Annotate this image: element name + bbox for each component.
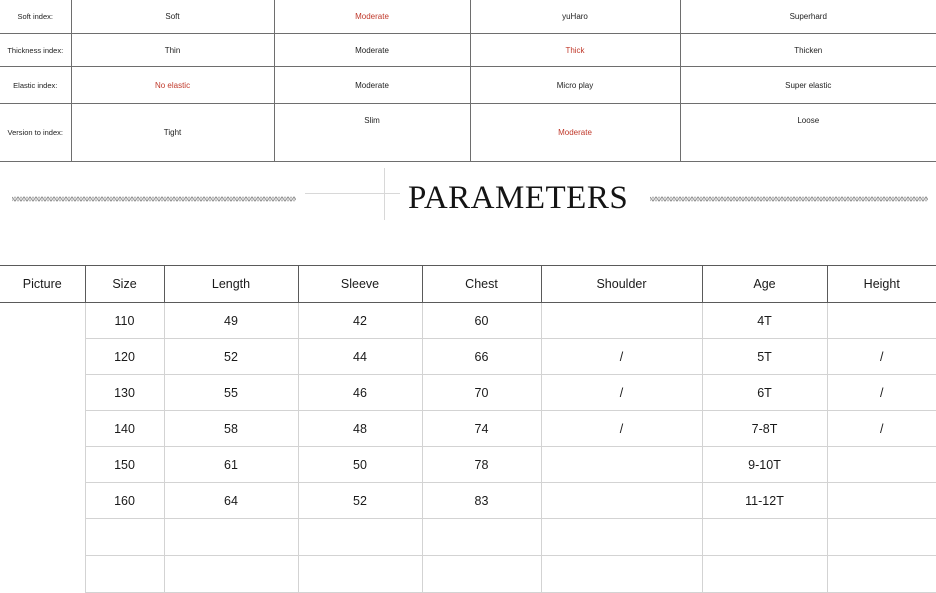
page-title: PARAMETERS	[408, 180, 629, 216]
cell-chest: 70	[422, 375, 541, 411]
cell-height	[827, 447, 936, 483]
cell-height: /	[827, 339, 936, 375]
column-header-picture: Picture	[0, 266, 85, 303]
index-row-soft	[0, 0, 936, 34]
empty-cell	[702, 556, 827, 593]
index-value: Super elastic	[680, 67, 936, 104]
index-label: Version to index:	[0, 104, 71, 162]
cell-sleeve: 52	[298, 483, 422, 519]
index-value: Superhard	[680, 0, 936, 34]
table-row	[0, 339, 936, 375]
index-row-version	[0, 104, 936, 162]
empty-cell	[85, 556, 164, 593]
empty-cell	[164, 556, 298, 593]
banner-vertical-line	[384, 168, 385, 220]
empty-cell	[827, 556, 936, 593]
empty-cell	[298, 519, 422, 556]
index-value-selected: Thick	[470, 34, 680, 67]
index-value-selected: No elastic	[71, 67, 274, 104]
zigzag-ornament-right	[650, 195, 928, 203]
empty-cell	[85, 519, 164, 556]
index-label: Thickness index:	[0, 34, 71, 67]
column-header-height: Height	[827, 266, 936, 303]
index-row-thickness	[0, 34, 936, 67]
cell-chest: 78	[422, 447, 541, 483]
index-value: Moderate	[274, 67, 470, 104]
cell-length: 58	[164, 411, 298, 447]
column-header-chest: Chest	[422, 266, 541, 303]
empty-cell	[164, 519, 298, 556]
column-header-shoulder: Shoulder	[541, 266, 702, 303]
picture-cell	[0, 303, 85, 593]
table-row	[0, 375, 936, 411]
size-parameters-table	[0, 265, 936, 593]
cell-length: 61	[164, 447, 298, 483]
table-header-row	[0, 266, 936, 303]
cell-length: 49	[164, 303, 298, 339]
index-value: yuHaro	[470, 0, 680, 34]
index-value: Soft	[71, 0, 274, 34]
cell-age: 5T	[702, 339, 827, 375]
cell-chest: 60	[422, 303, 541, 339]
cell-shoulder	[541, 447, 702, 483]
cell-sleeve: 44	[298, 339, 422, 375]
table-row-empty	[0, 556, 936, 593]
cell-size: 150	[85, 447, 164, 483]
cell-size: 120	[85, 339, 164, 375]
empty-cell	[422, 519, 541, 556]
index-value-selected: Moderate	[274, 0, 470, 34]
banner-divider-line	[305, 193, 400, 194]
cell-length: 55	[164, 375, 298, 411]
empty-cell	[827, 519, 936, 556]
cell-size: 160	[85, 483, 164, 519]
empty-cell	[702, 519, 827, 556]
cell-shoulder	[541, 483, 702, 519]
cell-length: 52	[164, 339, 298, 375]
cell-size: 130	[85, 375, 164, 411]
empty-cell	[541, 556, 702, 593]
column-header-size: Size	[85, 266, 164, 303]
index-value: Moderate	[274, 34, 470, 67]
cell-height	[827, 483, 936, 519]
column-header-sleeve: Sleeve	[298, 266, 422, 303]
cell-height: /	[827, 411, 936, 447]
cell-sleeve: 46	[298, 375, 422, 411]
fabric-index-table	[0, 0, 936, 162]
index-value: Tight	[71, 104, 274, 162]
cell-age: 9-10T	[702, 447, 827, 483]
empty-cell	[298, 556, 422, 593]
cell-shoulder: /	[541, 375, 702, 411]
cell-size: 140	[85, 411, 164, 447]
column-header-length: Length	[164, 266, 298, 303]
cell-sleeve: 50	[298, 447, 422, 483]
index-value: Slim	[274, 104, 470, 162]
index-row-elastic	[0, 67, 936, 104]
empty-cell	[541, 519, 702, 556]
index-value-selected: Moderate	[470, 104, 680, 162]
cell-sleeve: 48	[298, 411, 422, 447]
cell-chest: 74	[422, 411, 541, 447]
table-row	[0, 303, 936, 339]
cell-age: 6T	[702, 375, 827, 411]
cell-shoulder: /	[541, 339, 702, 375]
cell-age: 4T	[702, 303, 827, 339]
index-value: Thin	[71, 34, 274, 67]
table-row-empty	[0, 519, 936, 556]
table-row	[0, 447, 936, 483]
parameters-banner	[0, 168, 936, 224]
cell-age: 11-12T	[702, 483, 827, 519]
cell-sleeve: 42	[298, 303, 422, 339]
cell-age: 7-8T	[702, 411, 827, 447]
index-label: Soft index:	[0, 0, 71, 34]
index-value: Thicken	[680, 34, 936, 67]
cell-shoulder: /	[541, 411, 702, 447]
zigzag-ornament-left	[12, 195, 296, 203]
index-value: Micro play	[470, 67, 680, 104]
cell-height	[827, 303, 936, 339]
cell-length: 64	[164, 483, 298, 519]
cell-shoulder	[541, 303, 702, 339]
index-value: Loose	[680, 104, 936, 162]
cell-height: /	[827, 375, 936, 411]
cell-chest: 83	[422, 483, 541, 519]
column-header-age: Age	[702, 266, 827, 303]
table-row	[0, 483, 936, 519]
cell-size: 110	[85, 303, 164, 339]
index-label: Elastic index:	[0, 67, 71, 104]
table-row	[0, 411, 936, 447]
cell-chest: 66	[422, 339, 541, 375]
empty-cell	[422, 556, 541, 593]
